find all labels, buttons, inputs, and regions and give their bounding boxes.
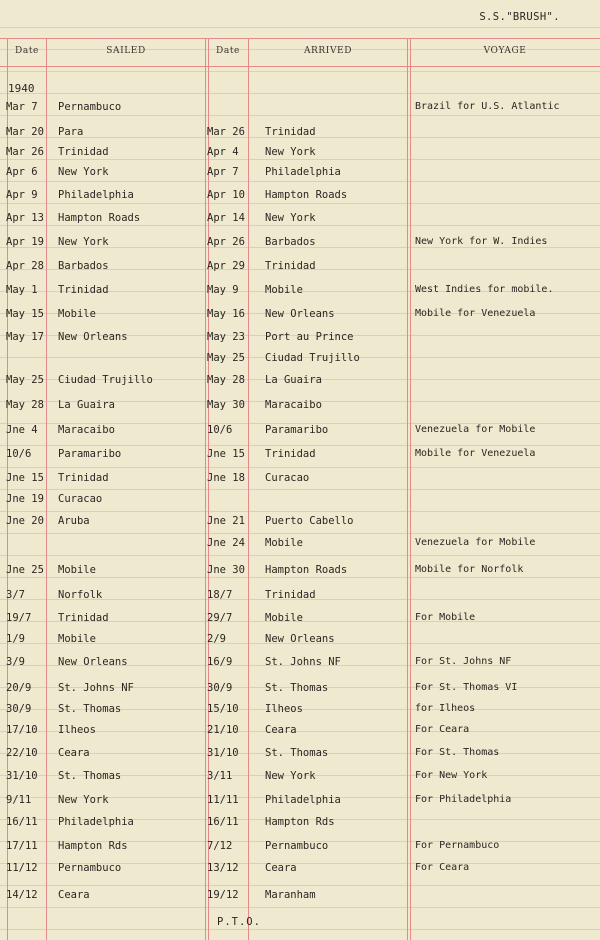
sailed-date: Jne 25 (6, 564, 44, 576)
voyage-note: For St. Thomas VI (415, 682, 518, 693)
arrived-date: Apr 14 (207, 212, 245, 224)
arrived-port: Maracaibo (265, 399, 322, 411)
table-row (0, 424, 600, 444)
sailed-port: St. Thomas (58, 770, 122, 782)
table-row (0, 589, 600, 609)
arrived-port: Ceara (265, 862, 297, 874)
table-row (0, 612, 600, 632)
table-row (0, 633, 600, 653)
sailed-date: Mar 7 (6, 101, 38, 113)
sailed-port: Trinidad (58, 612, 109, 624)
sailed-port: Trinidad (58, 146, 109, 158)
sailed-date: 30/9 (6, 703, 32, 715)
header-arrived: ARRIVED (303, 46, 353, 56)
sailed-date: 3/7 (6, 589, 25, 601)
table-row (0, 374, 600, 394)
sailed-date: 14/12 (6, 889, 38, 901)
sailed-port: Trinidad (58, 284, 109, 296)
arrived-port: New York (265, 770, 316, 782)
sailed-port: Para (58, 126, 84, 138)
sailed-date: Jne 19 (6, 493, 44, 505)
sailed-port: Mobile (58, 564, 96, 576)
table-row (0, 862, 600, 882)
sailed-port: New York (58, 166, 109, 178)
sailed-date: 31/10 (6, 770, 38, 782)
arrived-date: Apr 7 (207, 166, 239, 178)
sailed-port: Pernambuco (58, 862, 122, 874)
arrived-date: Apr 4 (207, 146, 239, 158)
sailed-date: 19/7 (6, 612, 32, 624)
table-row (0, 564, 600, 584)
arrived-date: 21/10 (207, 724, 239, 736)
sailed-date: May 15 (6, 308, 44, 320)
sailed-port: Philadelphia (58, 816, 134, 828)
voyage-note: For St. Johns NF (415, 656, 512, 667)
arrived-date: Apr 26 (207, 236, 245, 248)
table-row (0, 166, 600, 186)
sailed-date: Jne 4 (6, 424, 38, 436)
arrived-date: Jne 21 (207, 515, 245, 527)
sailed-date: Apr 13 (6, 212, 44, 224)
arrived-date: 3/11 (207, 770, 233, 782)
sailed-date: Jne 15 (6, 472, 44, 484)
voyage-note: Mobile for Venezuela (415, 308, 536, 319)
arrived-date: May 9 (207, 284, 239, 296)
voyage-note: For New York (415, 770, 488, 781)
voyage-note: For Philadelphia (415, 794, 512, 805)
voyage-note: Brazil for U.S. Atlantic (415, 101, 560, 112)
arrived-date: May 25 (207, 352, 245, 364)
sailed-date: May 25 (6, 374, 44, 386)
sailed-date: Mar 20 (6, 126, 44, 138)
header-sailed: SAILED (106, 46, 146, 56)
sailed-date: Apr 28 (6, 260, 44, 272)
arrived-date: 18/7 (207, 589, 233, 601)
sailed-date: 16/11 (6, 816, 38, 828)
table-row (0, 515, 600, 535)
arrived-port: Curacao (265, 472, 310, 484)
table-row (0, 537, 600, 557)
table-row (0, 770, 600, 790)
sailed-port: Ilheos (58, 724, 96, 736)
arrived-date: Mar 26 (207, 126, 245, 138)
sailed-port: Mobile (58, 308, 96, 320)
sailed-date: 10/6 (6, 448, 32, 460)
arrived-port: St. Thomas (265, 747, 329, 759)
year-label: 1940 (8, 82, 35, 95)
sailed-port: Barbados (58, 260, 109, 272)
arrived-date: Jne 18 (207, 472, 245, 484)
sailed-date: 1/9 (6, 633, 25, 645)
page-footer: P.T.O. (217, 916, 261, 928)
sailed-port: Ciudad Trujillo (58, 374, 153, 386)
arrived-port: Trinidad (265, 589, 316, 601)
table-row (0, 724, 600, 744)
arrived-port: Paramaribo (265, 424, 329, 436)
sailed-port: Mobile (58, 633, 96, 645)
sailed-date: 17/11 (6, 840, 38, 852)
table-row (0, 101, 600, 121)
arrived-date: Jne 30 (207, 564, 245, 576)
sailed-date: 20/9 (6, 682, 32, 694)
arrived-port: La Guaira (265, 374, 322, 386)
sailed-port: Philadelphia (58, 189, 134, 201)
table-row (0, 284, 600, 304)
arrived-port: St. Thomas (265, 682, 329, 694)
arrived-date: 19/12 (207, 889, 239, 901)
sailed-date: Apr 19 (6, 236, 44, 248)
sailed-port: Ceara (58, 747, 90, 759)
table-row (0, 703, 600, 723)
arrived-port: Pernambuco (265, 840, 329, 852)
table-row (0, 331, 600, 351)
sailed-date: 9/11 (6, 794, 32, 806)
arrived-port: St. Johns NF (265, 656, 341, 668)
arrived-port: Hampton Rds (265, 816, 335, 828)
sailed-port: Norfolk (58, 589, 103, 601)
arrived-date: 7/12 (207, 840, 233, 852)
table-row (0, 146, 600, 166)
voyage-note: For Ceara (415, 862, 470, 873)
arrived-port: Hampton Roads (265, 189, 348, 201)
arrived-port: New York (265, 212, 316, 224)
sailed-port: New York (58, 794, 109, 806)
arrived-date: 10/6 (207, 424, 233, 436)
arrived-port: Ceara (265, 724, 297, 736)
arrived-port: Barbados (265, 236, 316, 248)
table-row (0, 260, 600, 280)
arrived-port: Mobile (265, 284, 303, 296)
table-row (0, 308, 600, 328)
table-row (0, 747, 600, 767)
voyage-note: Venezuela for Mobile (415, 424, 536, 435)
arrived-date: 30/9 (207, 682, 233, 694)
table-row (0, 493, 600, 513)
table-row (0, 889, 600, 909)
sailed-port: St. Thomas (58, 703, 122, 715)
arrived-port: Trinidad (265, 126, 316, 138)
table-row (0, 126, 600, 146)
arrived-date: Jne 24 (207, 537, 245, 549)
table-row (0, 794, 600, 814)
arrived-port: New Orleans (265, 308, 335, 320)
voyage-note: for Ilheos (415, 703, 476, 714)
table-row (0, 189, 600, 209)
arrived-date: 29/7 (207, 612, 233, 624)
sailed-port: Hampton Rds (58, 840, 128, 852)
table-row (0, 352, 600, 372)
table-row (0, 656, 600, 676)
arrived-date: 31/10 (207, 747, 239, 759)
arrived-date: 13/12 (207, 862, 239, 874)
sailed-port: New Orleans (58, 331, 128, 343)
arrived-date: Jne 15 (207, 448, 245, 460)
sailed-date: 17/10 (6, 724, 38, 736)
table-row (0, 840, 600, 860)
header-top-rule (0, 38, 600, 39)
sailed-port: New Orleans (58, 656, 128, 668)
table-row (0, 236, 600, 256)
arrived-date: May 28 (207, 374, 245, 386)
arrived-port: Trinidad (265, 260, 316, 272)
sailed-date: Apr 6 (6, 166, 38, 178)
sailed-date: Mar 26 (6, 146, 44, 158)
arrived-date: 16/11 (207, 816, 239, 828)
sailed-port: Ceara (58, 889, 90, 901)
sailed-date: Jne 20 (6, 515, 44, 527)
arrived-port: Hampton Roads (265, 564, 348, 576)
header-voyage: VOYAGE (483, 46, 527, 56)
arrived-date: May 16 (207, 308, 245, 320)
voyage-note: Mobile for Venezuela (415, 448, 536, 459)
arrived-date: 11/11 (207, 794, 239, 806)
arrived-port: Port au Prince (265, 331, 354, 343)
arrived-port: Ilheos (265, 703, 303, 715)
table-row (0, 212, 600, 232)
arrived-port: Puerto Cabello (265, 515, 354, 527)
sailed-date: 3/9 (6, 656, 25, 668)
arrived-date: 15/10 (207, 703, 239, 715)
header-arrived-date: Date (216, 46, 240, 56)
arrived-port: Trinidad (265, 448, 316, 460)
arrived-date: Apr 10 (207, 189, 245, 201)
arrived-date: May 30 (207, 399, 245, 411)
table-row (0, 682, 600, 702)
voyage-note: Mobile for Norfolk (415, 564, 524, 575)
ship-title: S.S."BRUSH". (479, 11, 560, 23)
sailed-port: Pernambuco (58, 101, 122, 113)
sailed-port: Curacao (58, 493, 103, 505)
sailed-port: Paramaribo (58, 448, 122, 460)
arrived-port: Philadelphia (265, 166, 341, 178)
sailed-port: New York (58, 236, 109, 248)
arrived-port: Philadelphia (265, 794, 341, 806)
arrived-port: Ciudad Trujillo (265, 352, 360, 364)
sailed-date: 22/10 (6, 747, 38, 759)
arrived-port: New Orleans (265, 633, 335, 645)
table-row (0, 399, 600, 419)
arrived-port: New York (265, 146, 316, 158)
voyage-note: For Mobile (415, 612, 476, 623)
sailed-date: May 28 (6, 399, 44, 411)
arrived-date: Apr 29 (207, 260, 245, 272)
sailed-port: La Guaira (58, 399, 115, 411)
header-bottom-rule (0, 66, 600, 67)
sailed-date: Apr 9 (6, 189, 38, 201)
sailed-port: Aruba (58, 515, 90, 527)
voyage-note: New York for W. Indies (415, 236, 548, 247)
sailed-date: May 17 (6, 331, 44, 343)
voyage-note: Venezuela for Mobile (415, 537, 536, 548)
sailed-date: 11/12 (6, 862, 38, 874)
table-row (0, 816, 600, 836)
sailed-port: St. Johns NF (58, 682, 134, 694)
table-row (0, 448, 600, 468)
sailed-port: Trinidad (58, 472, 109, 484)
voyage-note: West Indies for mobile. (415, 284, 554, 295)
arrived-port: Maranham (265, 889, 316, 901)
sailed-port: Maracaibo (58, 424, 115, 436)
arrived-port: Mobile (265, 612, 303, 624)
sailed-port: Hampton Roads (58, 212, 141, 224)
table-row (0, 472, 600, 492)
voyage-note: For St. Thomas (415, 747, 500, 758)
arrived-date: May 23 (207, 331, 245, 343)
sailed-date: May 1 (6, 284, 38, 296)
arrived-date: 16/9 (207, 656, 233, 668)
arrived-date: 2/9 (207, 633, 226, 645)
header-sailed-date: Date (15, 46, 39, 56)
arrived-port: Mobile (265, 537, 303, 549)
voyage-note: For Ceara (415, 724, 470, 735)
voyage-note: For Pernambuco (415, 840, 500, 851)
